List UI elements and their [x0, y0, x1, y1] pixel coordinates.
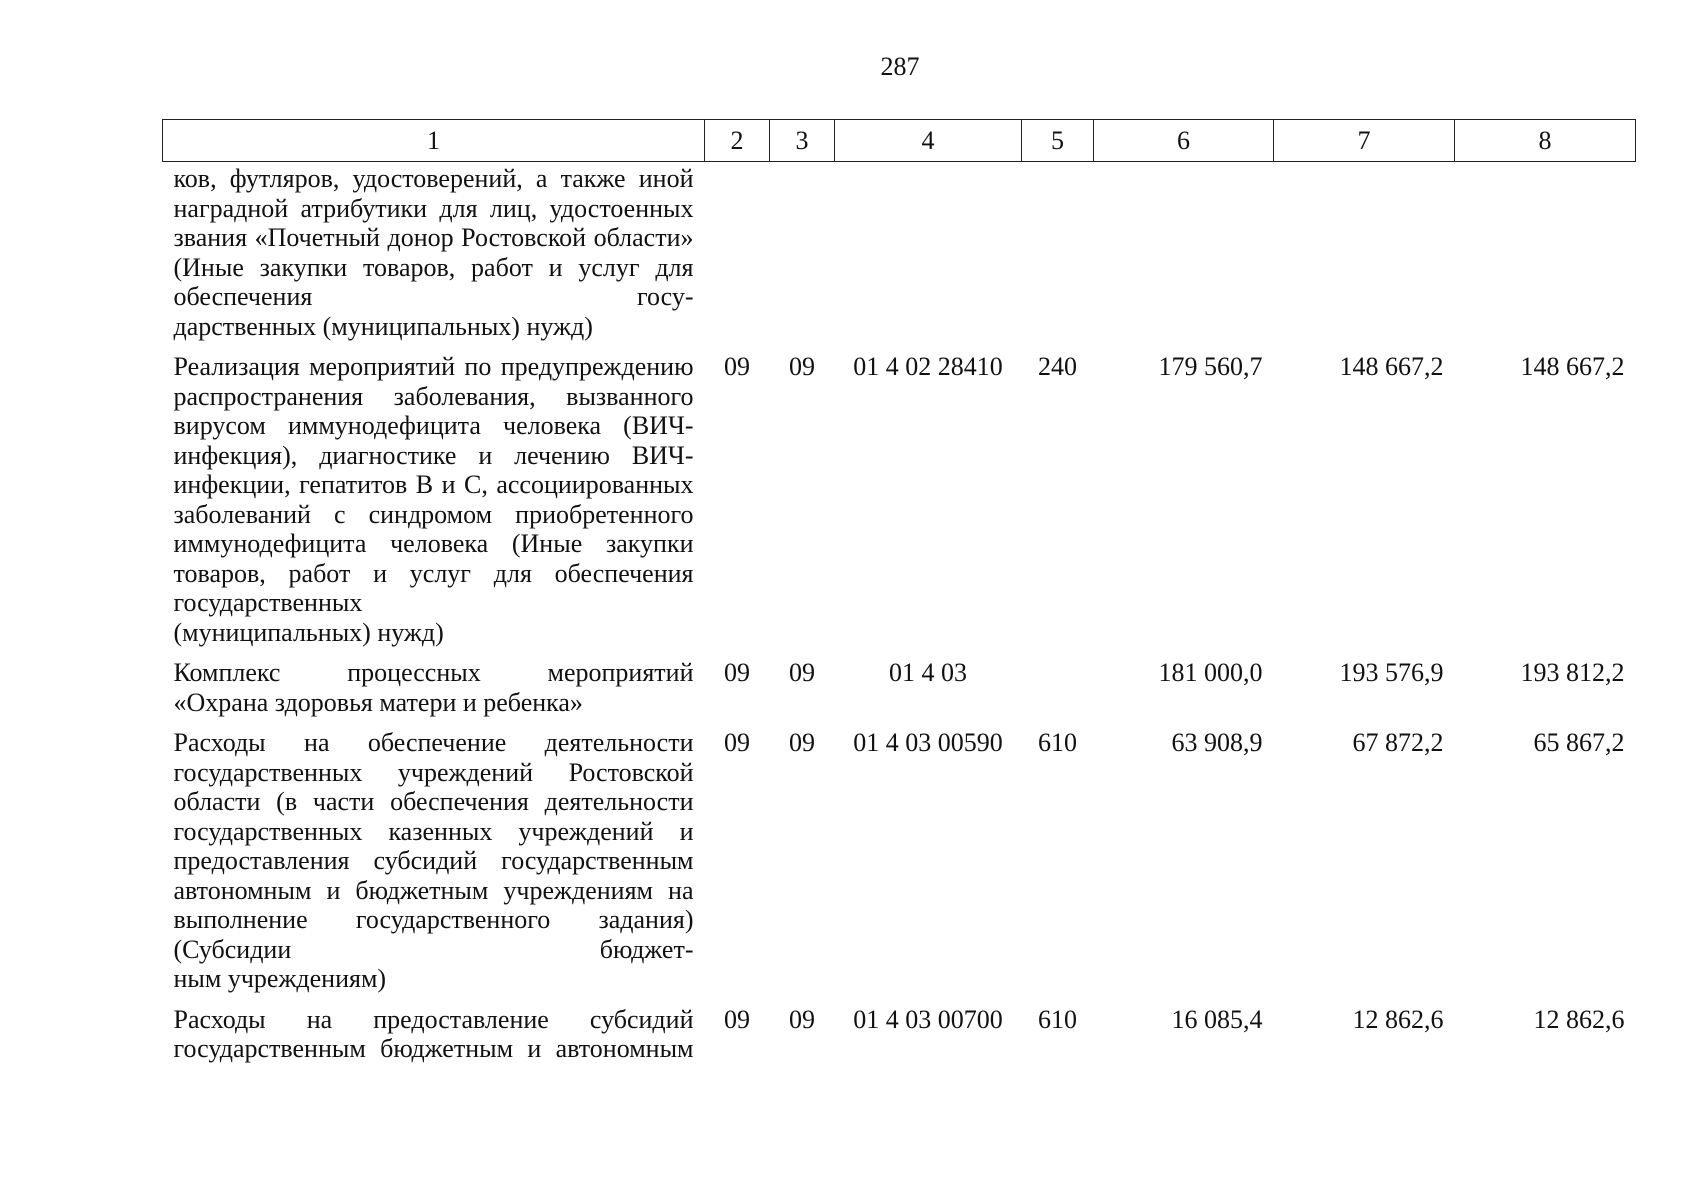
- table-row: [163, 162, 1636, 342]
- cell-col-5: [1022, 162, 1094, 342]
- cell-col-3: [770, 162, 835, 342]
- header-col-3: 3: [770, 120, 835, 162]
- header-col-8: 8: [1455, 120, 1636, 162]
- cell-col-2: 09: [724, 352, 750, 381]
- table-row: [163, 717, 1636, 994]
- cell-col-4: 01 4 02 28410: [853, 352, 1003, 381]
- header-col-2: 2: [705, 120, 770, 162]
- cell-col-4: 01 4 03 00700: [853, 1004, 1003, 1034]
- row-description: [163, 341, 705, 647]
- cell-col-8: [1455, 162, 1636, 342]
- description-last-line: ным учреждениям): [173, 964, 387, 993]
- cell-col-6: 16 085,4: [1171, 1004, 1263, 1034]
- header-col-6: 6: [1094, 120, 1274, 162]
- header-col-5: 5: [1022, 120, 1094, 162]
- cell-col-4: 01 4 03: [889, 658, 967, 687]
- description-last-line: (муниципальных) нужд): [173, 617, 444, 647]
- cell-col-3: 09: [789, 352, 815, 381]
- cell-col-7: 193 576,9: [1339, 658, 1444, 687]
- cell-col-6: 179 560,7: [1158, 352, 1263, 381]
- table-row: [163, 341, 1636, 647]
- description-text: Расходы на обеспечение деятельности государственных учреждений Ростовской области (в части обеспечения деятельности государственных казенных учреждений и предоставления субсидий государственным автономным и бюджетным учреждениям на выполнение государственного задания) (Субсидии бюджет-: [173, 728, 694, 964]
- cell-col-2: 09: [724, 1004, 750, 1034]
- description-last-line: дарственных (муниципальных) нужд): [173, 311, 593, 341]
- cell-col-6: 181 000,0: [1158, 658, 1263, 687]
- cell-col-8: 12 862,6: [1533, 1004, 1625, 1034]
- page-number: 287: [880, 52, 920, 81]
- header-col-1: 1: [163, 120, 705, 162]
- description-last-line: «Охрана здоровья матери и ребенка»: [173, 687, 583, 717]
- cell-col-2: [705, 162, 770, 342]
- cell-col-8: 193 812,2: [1520, 658, 1625, 687]
- cell-col-3: 09: [789, 728, 815, 757]
- cell-col-8: 148 667,2: [1520, 352, 1625, 381]
- description-text: Реализация мероприятий по предупреждению распространения заболевания, вызванного вирусом иммунодефицита человека (ВИЧ-инфекция), диагностике и лечению ВИЧ-инфекции, гепатитов В и С, ассоциированных заболеваний с синдромом приобретенного иммунодефицита человека (Иные закупки товаров, работ и услуг для обеспечения государственных: [173, 352, 694, 617]
- cell-col-4: 01 4 03 00590: [853, 728, 1003, 757]
- cell-col-7: 67 872,2: [1352, 728, 1444, 757]
- cell-col-7: 12 862,6: [1352, 1004, 1444, 1034]
- cell-col-4: [835, 162, 1022, 342]
- cell-col-7: 148 667,2: [1339, 352, 1444, 381]
- row-description: [163, 162, 705, 342]
- budget-table: [162, 119, 1636, 1064]
- description-text: Расходы на предоставление субсидий государственным бюджетным и автономным: [173, 1004, 694, 1063]
- cell-col-2: 09: [724, 728, 750, 757]
- cell-col-5: 610: [1038, 1004, 1077, 1034]
- table-row: [163, 647, 1636, 717]
- table-row: [163, 994, 1636, 1064]
- cell-col-7: [1274, 162, 1455, 342]
- cell-col-3: 09: [789, 1004, 815, 1034]
- description-text: Комплекс процессных мероприятий: [173, 658, 694, 687]
- header-col-7: 7: [1274, 120, 1455, 162]
- header-row: [163, 120, 1636, 162]
- cell-col-6: [1094, 162, 1274, 342]
- description-text: ков, футляров, удостоверений, а также иной наградной атрибутики для лиц, удостоенных звания «Почетный донор Ростовской области» (Иные закупки товаров, работ и услуг для обеспечения госу-: [173, 164, 694, 311]
- cell-col-6: 63 908,9: [1171, 728, 1263, 757]
- row-description: [163, 717, 705, 994]
- header-col-4: 4: [835, 120, 1022, 162]
- row-description: [163, 994, 705, 1064]
- cell-col-5: 610: [1038, 728, 1077, 757]
- cell-col-5: 240: [1038, 352, 1077, 381]
- row-description: [163, 647, 705, 717]
- cell-col-5: [1022, 647, 1094, 717]
- cell-col-3: 09: [789, 658, 815, 687]
- cell-col-2: 09: [724, 658, 750, 687]
- cell-col-8: 65 867,2: [1533, 728, 1625, 757]
